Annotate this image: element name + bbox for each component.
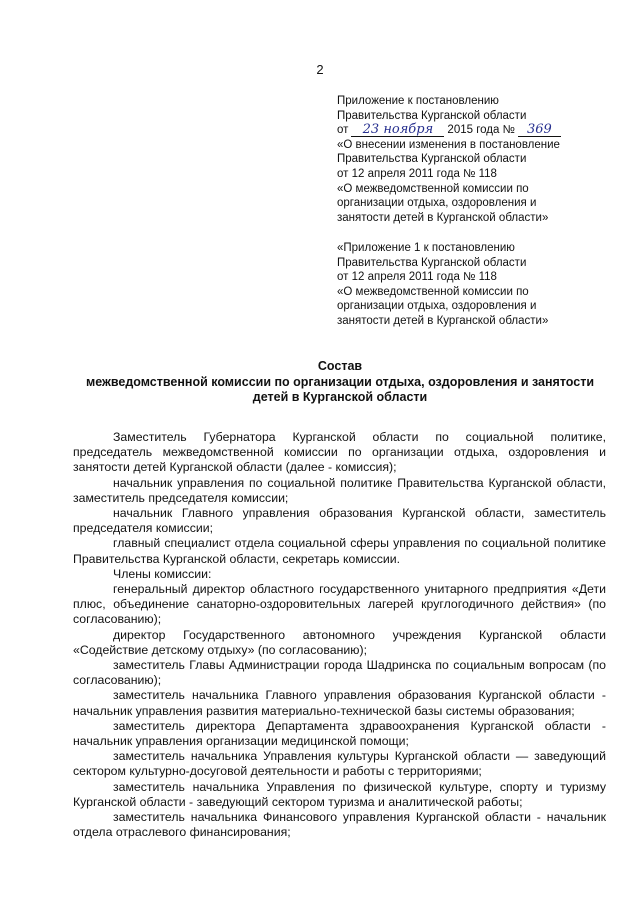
appendix-line: организации отдыха, оздоровления и xyxy=(337,300,537,313)
paragraph: начальник Главного управления образования Курганской области, заместитель председателя комиссии; xyxy=(73,506,606,536)
handwritten-date: 23 ноября xyxy=(351,123,444,137)
title-subtitle-line: межведомственной комиссии по организации отдыха, оздоровления и занятости xyxy=(85,374,595,389)
paragraph: заместитель начальника Управления по физической культуре, спорту и туризму Курганской области - заведующий сектором туризма и аналитической работы; xyxy=(73,779,606,809)
paragraph: начальник управления по социальной политике Правительства Курганской области, заместитель председателя комиссии; xyxy=(73,475,606,505)
appendix-line: Приложение к постановлению xyxy=(337,95,499,107)
date-year: 2015 года № xyxy=(447,124,515,137)
members-heading: Члены комиссии: xyxy=(113,566,212,581)
appendix-line: «Приложение 1 к постановлению xyxy=(337,242,515,254)
appendix-line: Правительства Курганской области xyxy=(337,256,527,269)
handwritten-number: 369 xyxy=(518,123,561,137)
appendix-secondary-header xyxy=(337,241,548,329)
appendix-line: от 12 апреля 2011 года № 118 xyxy=(337,167,497,180)
title-heading: Состав xyxy=(317,359,363,373)
paragraph: заместитель начальника Главного управления образования Курганской области - начальник управления развития материально-технической базы системы образования; xyxy=(73,688,606,718)
date-prefix: от xyxy=(337,124,349,137)
paragraph: главный специалист отдела социальной сферы управления по социальной политике Правительства Курганской области, секретарь комиссии. xyxy=(73,536,606,566)
document-title xyxy=(60,359,620,406)
paragraph: генеральный директор областного государственного унитарного предприятия «Дети плюс, объединение санаторно-оздоровительных лагерей круглогодичного действия» (по согласованию); xyxy=(73,582,606,627)
paragraph: заместитель начальника Финансового управления Курганской области - начальник отдела отраслевого финансирования; xyxy=(73,810,606,840)
title-subtitle-line: детей в Курганской области xyxy=(252,390,428,404)
paragraph: заместитель начальника Управления культуры Курганской области — заведующий сектором культурно-досуговой деятельности и работы с территориями; xyxy=(73,749,606,779)
appendix-line: Правительства Курганской области xyxy=(337,153,527,166)
appendix-header xyxy=(337,94,561,225)
appendix-line: «О внесении изменения в постановление xyxy=(337,138,560,151)
appendix-line: от 12 апреля 2011 года № 118 xyxy=(337,271,497,284)
paragraph: директор Государственного автономного учреждения Курганской области «Содействие детскому отдыху» (по согласованию); xyxy=(73,627,606,657)
paragraph: заместитель Главы Администрации города Шадринска по социальным вопросам (по согласованию); xyxy=(73,658,606,688)
paragraph: заместитель директора Департамента здравоохранения Курганской области - начальник управления организации медицинской помощи; xyxy=(73,718,606,749)
page-number: 2 xyxy=(316,62,324,77)
appendix-date-line xyxy=(337,123,561,138)
appendix-line: занятости детей в Курганской области» xyxy=(337,211,549,224)
appendix-line: Правительства Курганской области xyxy=(337,109,527,122)
appendix-line: занятости детей в Курганской области» xyxy=(337,314,549,327)
paragraph: Заместитель Губернатора Курганской области по социальной политике, председатель межведомственной комиссии по организации отдыха, оздоровления и занятости детей Курганской области (далее - комиссия); xyxy=(73,430,606,475)
appendix-line: «О межведомственной комиссии по xyxy=(337,182,529,195)
appendix-line: «О межведомственной комиссии по xyxy=(337,285,529,298)
document-body xyxy=(73,430,606,840)
appendix-line: организации отдыха, оздоровления и xyxy=(337,197,537,210)
